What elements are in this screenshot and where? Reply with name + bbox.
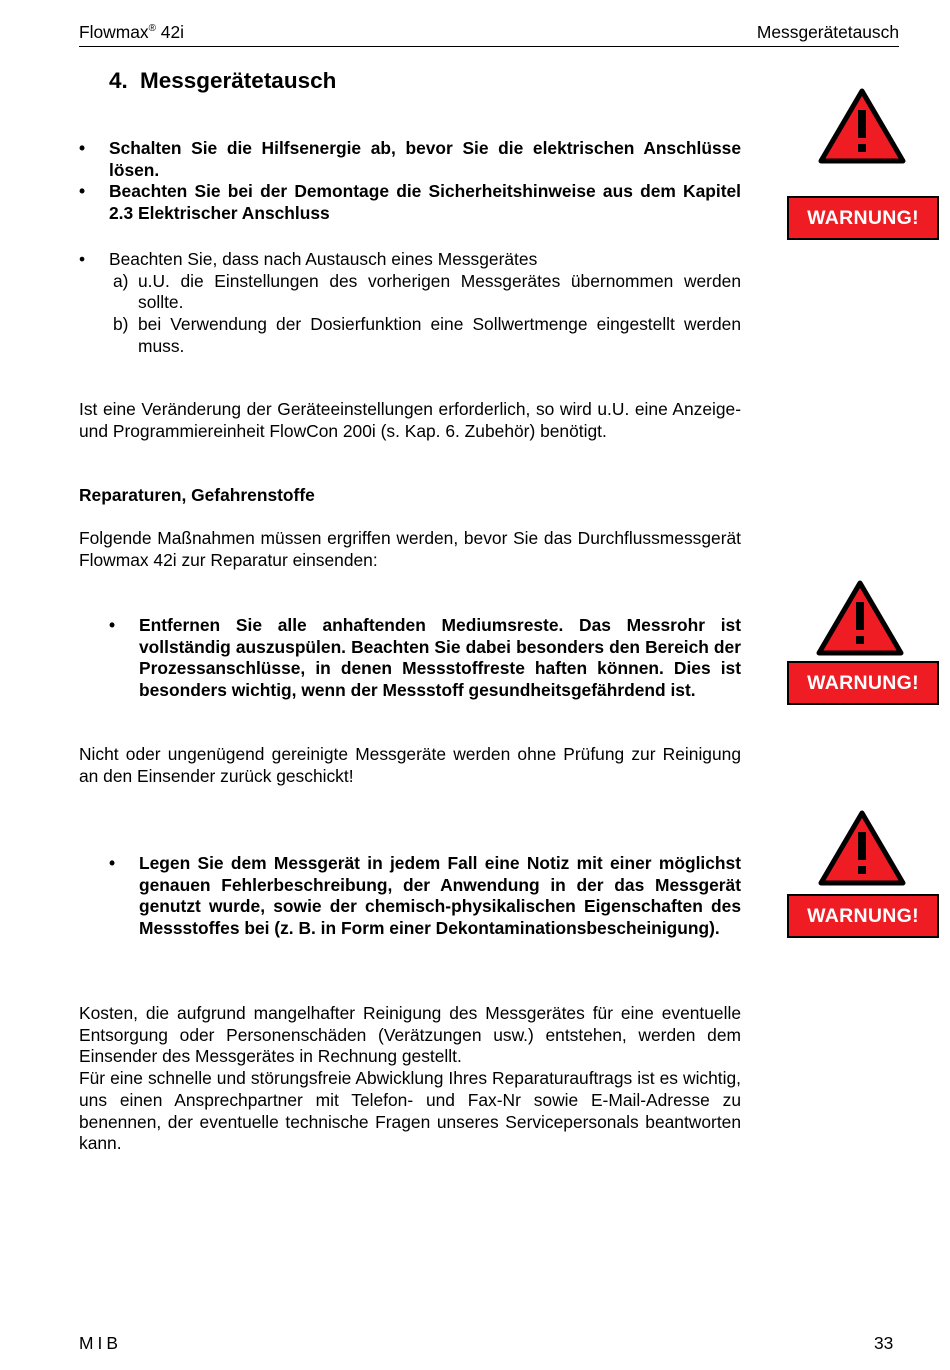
list-item: • Schalten Sie die Hilfsenergie ab, bevor Sie die elektrischen Anschlüsse lösen. [79,138,741,181]
sublist-label: b) [113,314,129,335]
sublist-text: bei Verwendung der Dosierfunktion eine Sollwertmenge eingestellt werden muss. [138,314,741,356]
cost-notes [79,1003,741,1155]
list-item: • Entfernen Sie alle anhaftenden Mediumsreste. Das Messrohr ist vollständig auszuspülen. Beachten Sie dabei besonders den Bereich der Prozessanschlüsse, in denen Messstoffreste haften können. Dies ist besonders wichtig, wenn der Messstoff gesundheitsgefährdend ist. [109,615,741,702]
list-item: • Beachten Sie, dass nach Austausch eines Messgerätes [79,249,741,271]
chapter-number: 4. [109,68,128,93]
warning-triangle-icon [816,580,904,656]
warning-label: WARNUNG! [787,661,939,705]
warning-triangle-icon [818,88,906,164]
list-item: • Beachten Sie bei der Demontage die Sicherheitshinweise aus dem Kapitel 2.3 Elektrischer Anschluss [79,181,741,224]
footer-company: MIB [79,1333,122,1353]
list-item: • Legen Sie dem Messgerät in jedem Fall eine Notiz mit einer möglichst genauen Fehlerbeschreibung, der Anwendung in der das Messgerät genutzt wurde, sowie der chemisch-physikalischen Eigenschaften des Messstoffes bei (z. B. in Form einer Dekontaminationsbescheinigung). [109,853,741,940]
paragraph: Kosten, die aufgrund mangelhafter Reinigung des Messgerätes für eine eventuelle Entsorgung oder Personenschäden (Verätzungen usw.) entstehen, werden dem Einsender des Messgerätes in Rechnung gestellt. [79,1003,741,1067]
sublist-label: a) [113,270,129,291]
chapter-title: Messgerätetausch [140,68,337,93]
paragraph: Ist eine Veränderung der Geräteeinstellungen erforderlich, so wird u.U. eine Anzeige- und Programmiereinheit FlowCon 200i (s. Kap. 6. Zubehör) benötigt. [79,399,741,441]
warning-triangle-icon [818,810,906,886]
sublist-text: u.U. die Einstellungen des vorherigen Messgerätes übernommen werden sollte. [138,270,741,313]
paragraph: Nicht oder ungenügend gereinigte Messgeräte werden ohne Prüfung zur Reinigung an den Einsender zurück geschickt! [79,744,741,786]
sublist-item-b [79,314,741,357]
section-heading: Reparaturen, Gefahrenstoffe [79,485,315,505]
replacement-notes [79,249,741,358]
repair-bullet [109,615,741,702]
paragraph: Für eine schnelle und störungsfreie Abwicklung Ihres Reparaturauftrags ist es wichtig, uns einen Ansprechpartner mit Telefon- und Fax-Nr sowie E-Mail-Adresse zu benennen, der eventuelle technische Fragen unseres Servicepersonals beantworten kann. [79,1068,741,1154]
header-product: Flowmax® 42i [79,22,184,42]
paragraph: Folgende Maßnahmen müssen ergriffen werden, bevor Sie das Durchflussmessgerät Flowmax 42i zur Reparatur einsenden: [79,528,741,570]
header-section: Messgerätetausch [756,22,899,42]
page-header [79,22,899,47]
safety-bullets [79,138,741,225]
page-title [109,67,336,95]
warning-label: WARNUNG! [787,894,939,938]
repair-bullet [109,853,741,940]
sublist-item-a [79,271,741,314]
page-number: 33 [874,1333,894,1353]
warning-label: WARNUNG! [787,196,939,240]
